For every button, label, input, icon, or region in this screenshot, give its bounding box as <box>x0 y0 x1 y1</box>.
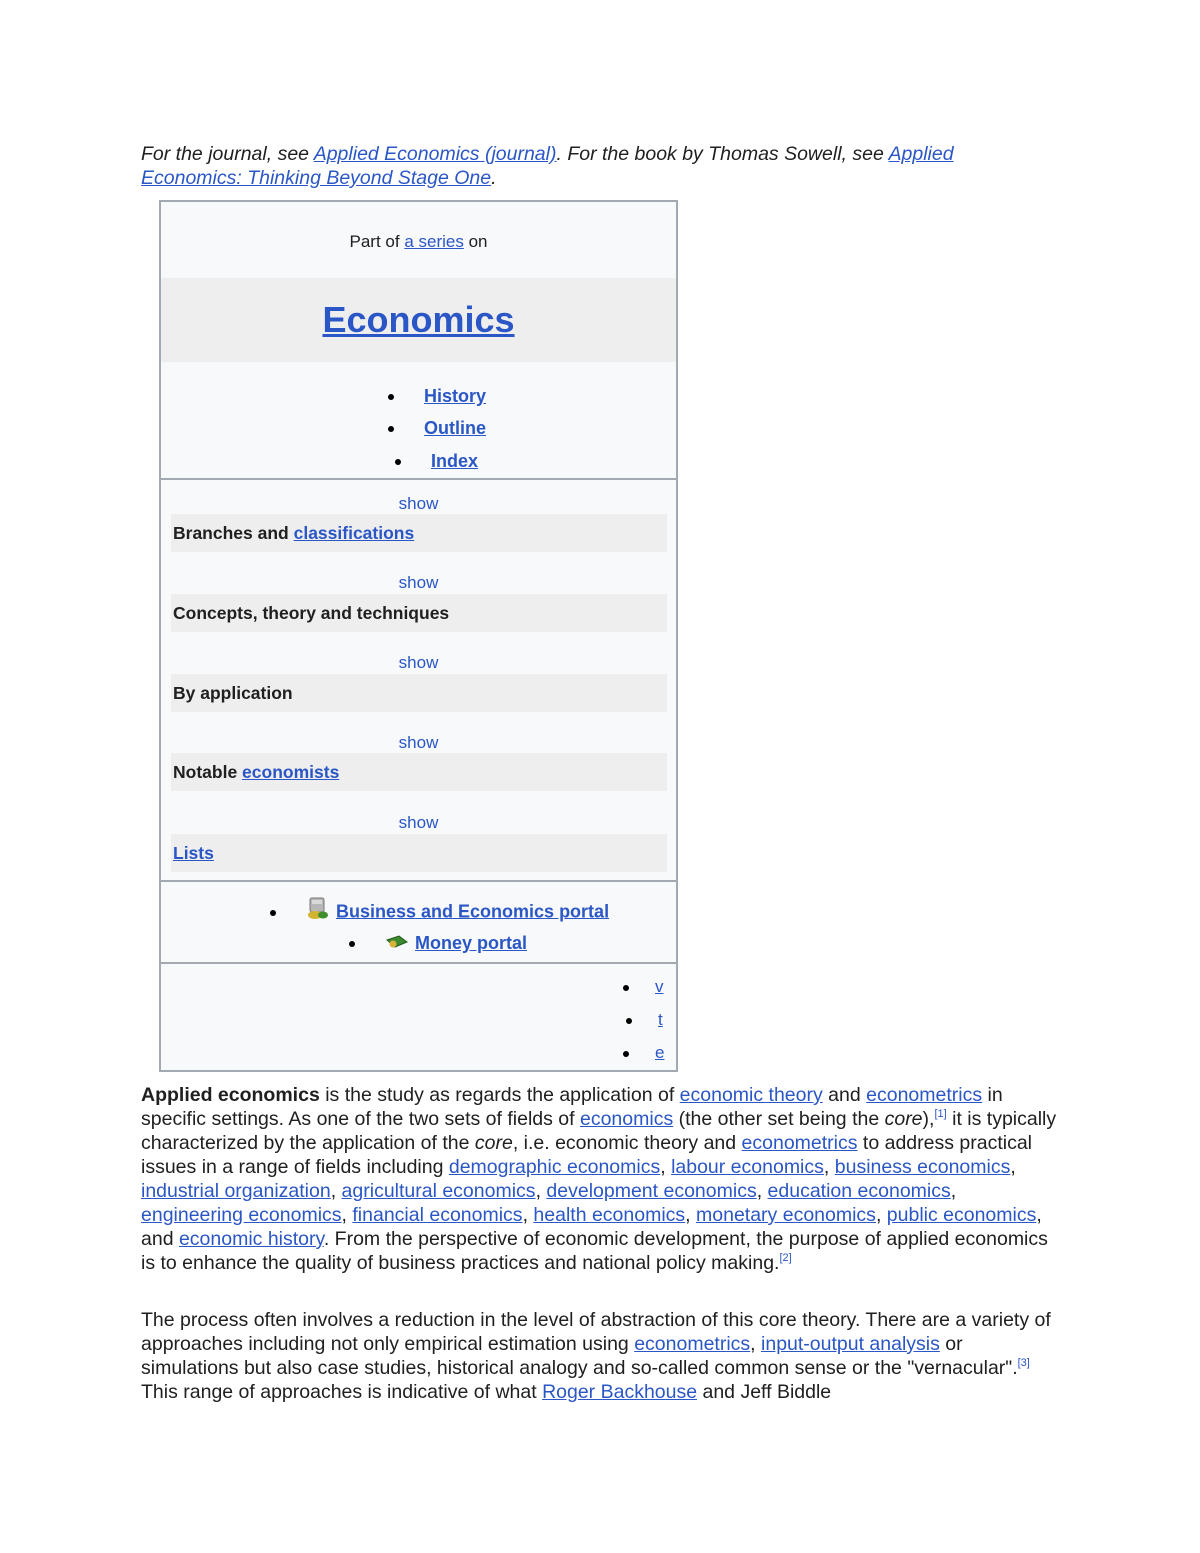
field-link[interactable]: demographic economics <box>448 1156 661 1178</box>
bullet-icon <box>395 459 401 465</box>
field-link[interactable]: engineering economics <box>141 1204 342 1226</box>
business-portal-icon <box>306 896 330 929</box>
part-of-text: on <box>463 232 488 251</box>
text: and <box>822 1084 867 1106</box>
field-link[interactable]: health economics <box>533 1204 686 1226</box>
economics-sidebar <box>159 200 678 1072</box>
field-link[interactable]: agricultural economics <box>341 1180 536 1202</box>
citation <box>1018 1357 1030 1369</box>
text: or simulations but also case studies, historical analogy and so-called common sense or the "vernacular". <box>141 1333 1018 1379</box>
field-link[interactable]: public economics <box>886 1204 1037 1226</box>
bullet-icon <box>270 910 276 916</box>
text: in specific settings. As one of the two sets of fields of <box>141 1084 1003 1130</box>
view-template-link[interactable]: v <box>655 977 664 996</box>
list-item <box>388 412 486 444</box>
text: , <box>750 1333 762 1355</box>
citation-3-link[interactable]: [3] <box>1017 1357 1030 1369</box>
economic-theory-link[interactable]: economic theory <box>679 1084 823 1106</box>
index-link[interactable]: Index <box>431 451 479 471</box>
text: , and <box>141 1204 1042 1250</box>
talk-template-link[interactable]: t <box>658 1010 663 1029</box>
show-toggle-application[interactable]: show <box>398 653 439 672</box>
sowell-book-link[interactable]: Applied Economics: Thinking Beyond Stage One <box>141 143 954 189</box>
field-link[interactable]: business economics <box>834 1156 1011 1178</box>
group-concepts <box>171 594 667 632</box>
article-subject: Applied economics <box>141 1084 320 1106</box>
text: . From the perspective of economic development, the purpose of applied economics is to enhance the quality of business practices and national policy making. <box>141 1228 1048 1274</box>
text: it is typically characterized by the application of the <box>141 1108 1057 1154</box>
sidebar-main-links <box>161 362 676 478</box>
bullet-icon <box>626 1018 632 1024</box>
group-economists <box>171 753 667 791</box>
hatnote-text: . For the book by Thomas Sowell, see <box>556 143 889 165</box>
part-of-text: Part of <box>349 232 405 251</box>
core-term: core <box>884 1108 923 1130</box>
group-branches <box>171 514 667 552</box>
list-item <box>623 972 664 1002</box>
navbox-vte <box>161 964 676 1070</box>
hatnote-text: . <box>491 167 497 189</box>
classifications-link[interactable]: classifications <box>293 523 415 543</box>
portals <box>161 882 676 962</box>
bullet-icon <box>388 426 394 432</box>
list-item <box>388 380 486 412</box>
hatnote-text: For the journal, see <box>141 143 314 165</box>
field-link[interactable]: financial economics <box>352 1204 523 1226</box>
history-link[interactable]: History <box>424 386 487 406</box>
text: The process often involves a reduction in the level of abstraction of this core theory. There are a variety of approaches including not only empirical estimation using <box>141 1309 1051 1355</box>
show-toggle-lists[interactable]: show <box>398 813 439 832</box>
text: ), <box>922 1108 935 1130</box>
citation <box>779 1252 791 1264</box>
field-link[interactable]: education economics <box>767 1180 951 1202</box>
money-portal-link[interactable]: Money portal <box>415 933 528 953</box>
group-lists <box>171 834 667 872</box>
paragraph-approaches <box>141 1308 1061 1404</box>
outline-link[interactable]: Outline <box>424 418 486 438</box>
edit-template-link[interactable]: e <box>655 1043 665 1062</box>
list-item <box>270 896 609 926</box>
economic-history-link[interactable]: economic history <box>178 1228 324 1250</box>
core-term: core <box>474 1132 513 1154</box>
field-link[interactable]: labour economics <box>671 1156 824 1178</box>
bullet-icon <box>623 1051 629 1057</box>
group-label: Branches and <box>173 523 294 543</box>
text: (the other set being the <box>673 1108 885 1130</box>
group-label: Notable <box>173 762 243 782</box>
citation-2-link[interactable]: [2] <box>779 1252 792 1264</box>
list-item <box>623 1038 664 1068</box>
list-item <box>626 1005 663 1035</box>
lists-link[interactable]: Lists <box>173 843 214 863</box>
citation-1-link[interactable]: [1] <box>934 1108 947 1120</box>
show-toggle-branches[interactable]: show <box>398 494 439 513</box>
series-link[interactable]: a series <box>404 232 464 251</box>
roger-backhouse-link[interactable]: Roger Backhouse <box>542 1381 698 1403</box>
economists-link[interactable]: economists <box>242 762 340 782</box>
economics-title-link[interactable]: Economics <box>322 299 515 340</box>
hatnote <box>141 142 1041 190</box>
text: This range of approaches is indicative of what <box>141 1381 543 1403</box>
bullet-icon <box>623 985 629 991</box>
economics-link[interactable]: economics <box>579 1108 674 1130</box>
field-link[interactable]: industrial organization <box>141 1180 331 1202</box>
part-of-series <box>161 202 676 278</box>
text: and Jeff Biddle <box>697 1381 832 1403</box>
econometrics-link[interactable]: econometrics <box>634 1333 751 1355</box>
text: is the study as regards the application of <box>319 1084 680 1106</box>
text: , i.e. economic theory and <box>512 1132 742 1154</box>
text: to address practical issues in a range of fields including <box>141 1132 1033 1178</box>
group-label: By application <box>173 683 293 703</box>
group-label: Concepts, theory and techniques <box>173 603 450 623</box>
econometrics-link[interactable]: econometrics <box>866 1084 983 1106</box>
paragraph-intro: Applied economics is the study as regards the application of economic theory and econometrics in specific settings. As one of the two sets of fields of economics (the other set being the core),[1] it is typically characterized by the application of the core, i.e. economic theory and econometrics to address practical issues in a range of fields including demographic economics, labour economics, business economics, industrial organization, agricultural economics, development economics, education economics, engineering economics, financial economics, health economics, monetary economics, public economics, and economic history. From the perspective of economic development, the purpose of applied economics is to enhance the quality of business practices and national policy making.[2] <box>141 1084 1057 1274</box>
field-link[interactable]: monetary economics <box>696 1204 876 1226</box>
money-portal-icon <box>385 929 409 959</box>
input-output-analysis-link[interactable]: input-output analysis <box>761 1333 940 1355</box>
divider <box>161 478 676 480</box>
citation <box>934 1108 946 1120</box>
show-toggle-economists[interactable]: show <box>398 733 439 752</box>
field-link[interactable]: development economics <box>546 1180 757 1202</box>
sidebar-title <box>161 278 676 362</box>
list-item <box>349 928 527 958</box>
bullet-icon <box>388 394 394 400</box>
business-economics-portal-link[interactable]: Business and Economics portal <box>336 901 610 922</box>
journal-link[interactable]: Applied Economics (journal) <box>313 143 557 165</box>
show-toggle-concepts[interactable]: show <box>398 573 439 592</box>
list-item <box>395 445 478 477</box>
econometrics-link[interactable]: econometrics <box>741 1132 858 1154</box>
bullet-icon <box>349 941 355 947</box>
group-application <box>171 674 667 712</box>
